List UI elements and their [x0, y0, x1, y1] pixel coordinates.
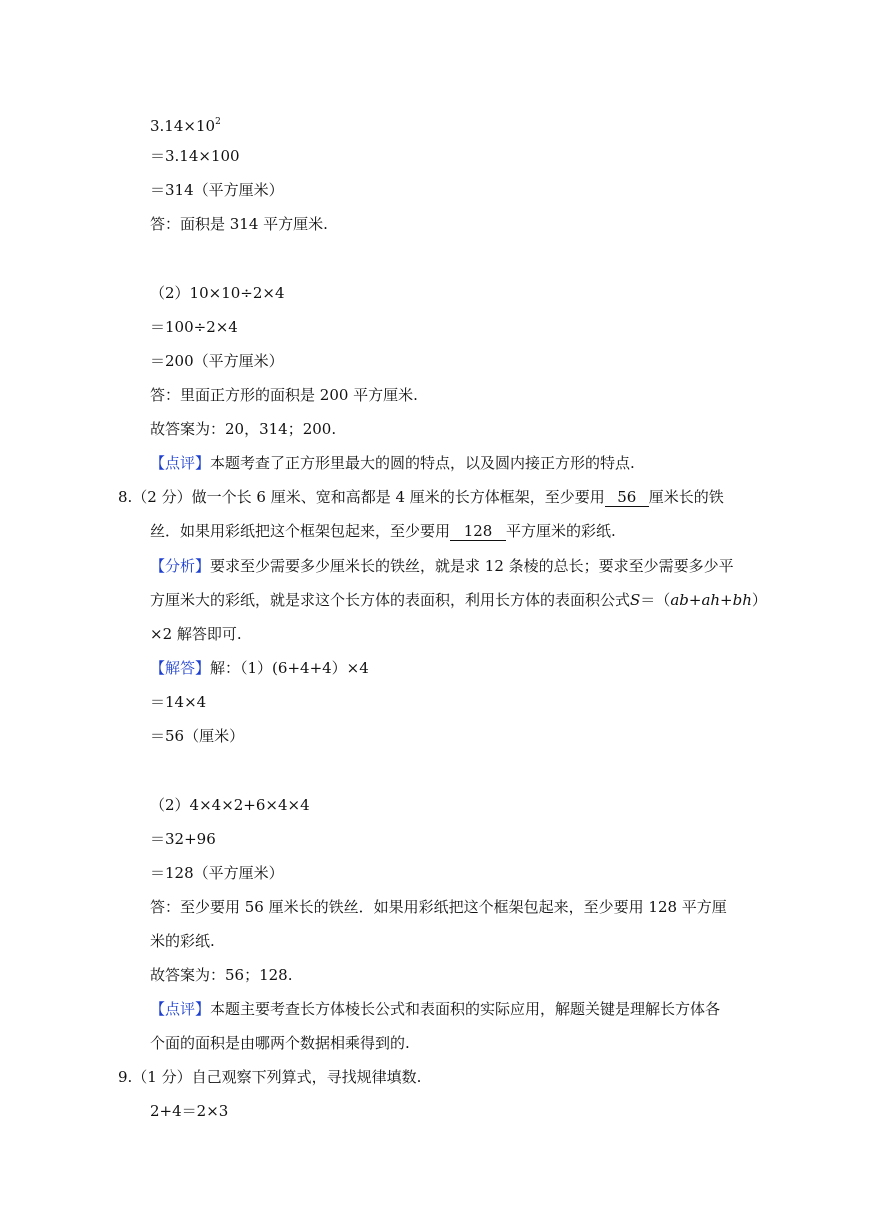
q8-analysis-line-2: 方厘米大的彩纸，就是求这个长方体的表面积，利用长方体的表面积公式S＝（ab+ah+bh）: [150, 591, 767, 609]
q8-question-line-2: 丝．如果用彩纸把这个框架包起来，至少要用 128 平方厘米的彩纸.: [150, 522, 616, 540]
answer-tag: 【解答】: [150, 659, 211, 677]
q8-solution-line-3: ＝56（厘米）: [150, 727, 245, 745]
q8-analysis-line-3: ×2 解答即可.: [150, 625, 242, 643]
review-tag: 【点评】: [150, 454, 211, 472]
q7-final-answer: 故答案为：20，314；200.: [150, 420, 337, 438]
q7-calc-line-2: ＝3.14×100: [150, 147, 240, 165]
q9-question: 9.（1 分）自己观察下列算式，寻找规律填数.: [118, 1068, 422, 1086]
q8-review-line-1: 【点评】本题主要考查长方体棱长公式和表面积的实际应用，解题关键是理解长方体各: [150, 1000, 721, 1018]
q8-final-answer: 故答案为：56；128.: [150, 966, 293, 984]
q8-reply-line-2: 米的彩纸.: [150, 932, 215, 950]
q8-solution-line-2: ＝14×4: [150, 693, 207, 711]
q7-calc-line-3: ＝314（平方厘米）: [150, 181, 284, 199]
q7-part2-line-3: ＝200（平方厘米）: [150, 352, 284, 370]
q9-example: 2+4＝2×3: [150, 1102, 229, 1120]
q7-answer-1: 答：面积是 314 平方厘米.: [150, 215, 328, 233]
q7-part2-line-1: （2）10×10÷2×4: [150, 284, 285, 302]
review-tag: 【点评】: [150, 1000, 211, 1018]
q8-reply-line-1: 答：至少要用 56 厘米长的铁丝．如果用彩纸把这个框架包起来，至少要用 128 平方厘: [150, 898, 727, 916]
q8-review-line-2: 个面的面积是由哪两个数据相乘得到的.: [150, 1034, 410, 1052]
q7-part2-line-2: ＝100÷2×4: [150, 318, 238, 336]
q8-analysis-line-1: 【分析】要求至少需要多少厘米长的铁丝，就是求 12 条棱的总长；要求至少需要多少平: [150, 557, 734, 575]
q8-solution-line-1: 【解答】解：（1）(6+4+4）×4: [150, 659, 369, 677]
q8-blank-1: 56: [605, 488, 649, 507]
q8-part2-line-1: （2）4×4×2+6×4×4: [150, 796, 310, 814]
q8-part2-line-3: ＝128（平方厘米）: [150, 864, 284, 882]
analysis-tag: 【分析】: [150, 557, 211, 575]
q7-calc-line-1: $3.14\times 10^2$: [150, 117, 221, 135]
q8-blank-2: 128: [450, 522, 506, 541]
q7-review: 【点评】本题考查了正方形里最大的圆的特点，以及圆内接正方形的特点.: [150, 454, 635, 472]
q7-answer-2: 答：里面正方形的面积是 200 平方厘米.: [150, 386, 418, 404]
q8-question-line-1: 8.（2 分）做一个长 6 厘米、宽和高都是 4 厘米的长方体框架，至少要用 56 厘米长的铁: [118, 488, 724, 506]
q8-part2-line-2: ＝32+96: [150, 830, 216, 848]
